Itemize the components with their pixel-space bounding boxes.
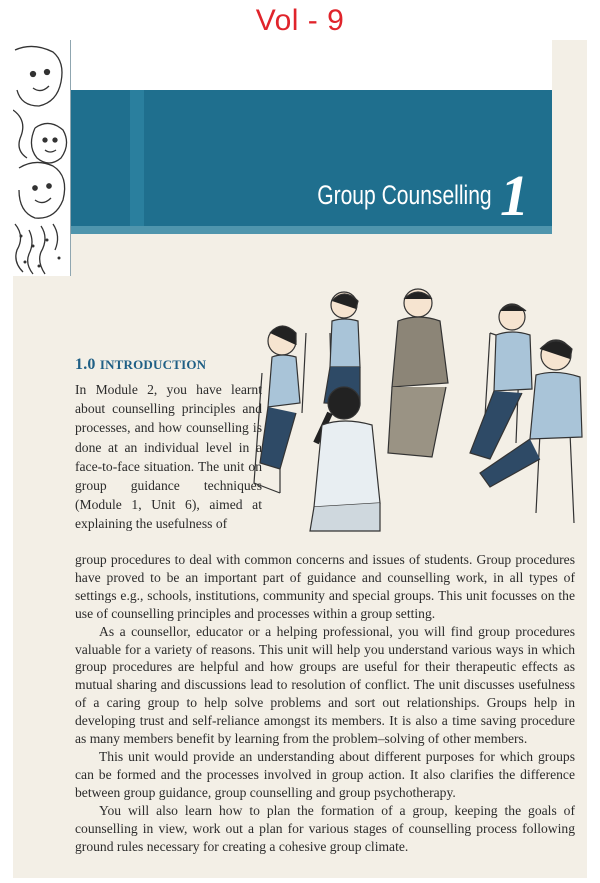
chapter-number: 1 (500, 163, 529, 228)
banner-top (71, 40, 552, 90)
section-heading (75, 356, 206, 374)
body-text (75, 551, 575, 855)
intro-paragraph-wrap: In Module 2, you have learnt about counselling principles and processes, and how counselling is done at an individual level in a face-to-face situation. The unit on group guidance techniques (Module 1, Unit 6), aimed at explaining the usefulness of (75, 382, 262, 532)
section-number: 1.0 (75, 356, 96, 373)
section-title: INTRODUCTION (99, 357, 207, 372)
paragraph-2: As a counsellor, educator or a helping professional, you will find group procedures valuable for a variety of reasons. This unit will help you understand various ways in which group procedures are helpful and how groups are useful for their therapeutic effects as mutual sharing and discussions lead to resolution of conflict. The unit discusses usefulness of a caring group to help solve problems and sort out relationships. Groups help in developing trust and self-reliance amongst its members. It is also a time saving procedure as many members benefit by learning from the problem–solving of other members. (75, 623, 575, 747)
chapter-title: Group Counselling (317, 180, 492, 210)
banner-underline (71, 226, 552, 234)
banner-stripe (130, 90, 144, 226)
paragraph-4: You will also learn how to plan the formation of a group, keeping the goals of counselling in view, work out a plan for various stages of counselling process following ground rules necessary for creating a cohesive group climate. (75, 802, 575, 854)
paragraph-1-continued: group procedures to deal with common concerns and issues of students. Group procedures have proved to be an important part of guidance and counselling work, in all types of settings e.g., schools, institutions, community and special groups. This unit focusses on the use of counselling principles and processes within a group setting. (75, 552, 575, 621)
cartoon-children-faces-icon (13, 40, 71, 276)
group-counselling-circle-scene-icon (240, 283, 584, 533)
volume-label: Vol - 9 (255, 4, 345, 37)
paragraph-3: This unit would provide an understanding about different purposes for which groups can be formed and the processes involved in group action. It also clarifies the difference between group guidance, group counselling and group psychotherapy. (75, 748, 575, 800)
